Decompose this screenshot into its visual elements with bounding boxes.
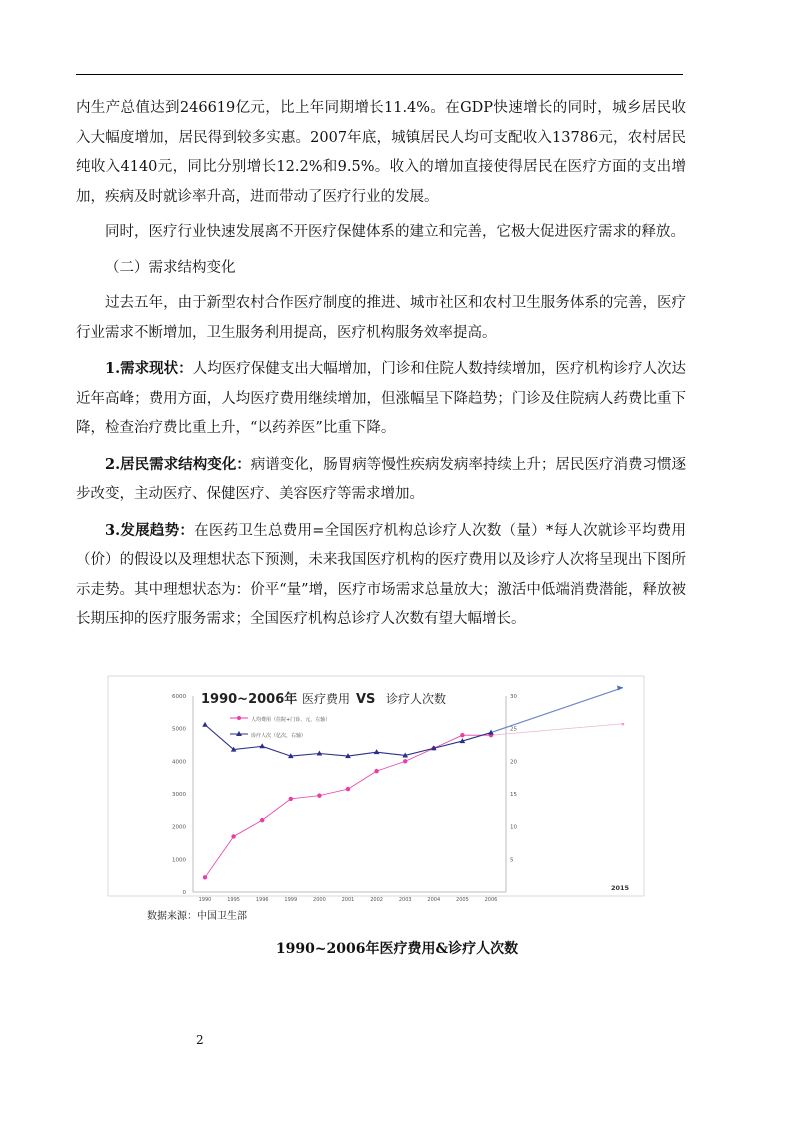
legend-marker-cost [237, 716, 241, 720]
y-left-tick-label: 6000 [172, 694, 186, 700]
x-tick-label: 2005 [456, 897, 469, 903]
x-tick-label: 1990 [198, 897, 212, 903]
document-body [76, 94, 686, 635]
x-tick-label: 2003 [398, 897, 412, 903]
chart-title-vs: VS [356, 692, 376, 707]
chart-frame [108, 676, 644, 896]
paragraph-4 [76, 354, 686, 444]
y-left-tick-label: 1000 [172, 857, 186, 864]
chart [108, 676, 644, 903]
figure-caption: 1990~2006年医疗费用&诊疗人次数 [275, 941, 519, 957]
paragraph-4-text: 人均医疗保健支出大幅增加，门诊和住院人数持续增加，医疗机构诊疗人次达近年高峰；费用方面，人均医疗费用继续增加，但涨幅呈下降趋势；门诊及住院病人药费比重下降，检查治疗费比重上升，“以药养医”比重下降。 [76, 361, 687, 436]
x-tick-label: 2006 [484, 897, 498, 903]
y-left-tick-label: 0 [182, 890, 186, 896]
series-point-cost [289, 797, 293, 801]
y-left-tick-label: 3000 [172, 792, 186, 798]
chart-svg [108, 676, 644, 903]
x-tick-label: 2000 [313, 897, 326, 903]
y-right-tick-label: 5 [510, 857, 514, 864]
y-left-tick-label: 4000 [172, 759, 186, 766]
x-tick-label: 1995 [227, 897, 240, 903]
x-tick-label: 1999 [284, 897, 298, 903]
legend-label-visits: 诊疗人次（亿次，右轴） [251, 733, 307, 739]
y-left-tick-label: 2000 [172, 824, 186, 831]
x-forecast-label: 2015 [610, 884, 630, 892]
series-point-cost [203, 875, 207, 879]
page-number: 2 [196, 1033, 204, 1047]
x-tick-label: 2004 [427, 897, 441, 903]
paragraph-5-label: 2.居民需求结构变化： [105, 455, 251, 473]
source-note: 数据来源：中国卫生部 [147, 911, 247, 922]
paragraph-6-label: 3.发展趋势： [105, 521, 195, 539]
x-tick-label: 2002 [370, 897, 383, 903]
y-right-tick-label: 10 [510, 824, 517, 831]
paragraph-3: 过去五年，由于新型农村合作医疗制度的推进、城市社区和农村卫生服务体系的完善，医疗行业需求不断增加，卫生服务利用提高，医疗机构服务效率提高。 [76, 295, 686, 341]
series-point-cost [460, 733, 464, 737]
y-right-tick-label: 25 [510, 726, 517, 733]
chart-title-part3: 诊疗人次数 [386, 692, 447, 706]
paragraph-2: 同时，医疗行业快速发展离不开医疗保健体系的建立和完善，它极大促进医疗需求的释放。 [105, 224, 685, 240]
y-right-tick-label: 20 [510, 759, 517, 766]
series-point-cost [317, 793, 321, 797]
header-rule [76, 74, 683, 75]
x-tick-label: 1996 [255, 897, 269, 903]
paragraph-5-text: 病谱变化，肠胃病等慢性疾病发病率持续上升；居民医疗消费习惯逐步改变，主动医疗、保健医疗、美容医疗等需求增加。 [76, 456, 686, 502]
paragraph-6-text: 在医药卫生总费用=全国医疗机构总诊疗人次数（量）*每人次就诊平均费用（价）的假设以及理想状态下预测，未来我国医疗机构的医疗费用以及诊疗人次将呈现出下图所示走势。其中理想状态为：价平“量”增，医疗市场需求总量放大；激活中低端消费潜能，释放被长期压抑的医疗服务需求；全国医疗机构总诊疗人次数有望大幅增长。 [76, 522, 686, 627]
x-tick-label: 2001 [341, 897, 355, 903]
chart-title-part1: 1990~2006年 [201, 692, 298, 707]
legend-label-cost: 人均费用（住院+门诊，元，左轴） [251, 717, 331, 723]
paragraph-6 [76, 516, 686, 635]
paragraph-4-label: 1.需求现状： [105, 360, 193, 377]
forecast-marker-cost: » [621, 720, 625, 728]
series-point-cost [231, 834, 235, 838]
y-left-tick-label: 5000 [172, 726, 186, 733]
y-right-tick-label: 30 [510, 694, 517, 700]
section-heading: （二）需求结构变化 [105, 259, 236, 276]
y-right-tick-label: 15 [510, 792, 517, 798]
series-point-cost [346, 787, 350, 791]
paragraph-1: 内生产总值达到246619亿元，比上年同期增长11.4%。在GDP快速增长的同时，城乡居民收入大幅度增加，居民得到较多实惠。2007年底，城镇居民人均可支配收入13786元，农村居民纯收入4140元，同比分别增长12.2%和9.5%。收入的增加直接使得居民在医疗方面的支出增加，疾病及时就诊率升高，进而带动了医疗行业的发展。 [76, 100, 686, 205]
series-point-cost [260, 818, 264, 822]
series-point-cost [403, 759, 407, 763]
chart-title-part2: 医疗费用 [302, 692, 351, 706]
paragraph-5 [76, 450, 686, 510]
series-point-cost [374, 769, 378, 773]
